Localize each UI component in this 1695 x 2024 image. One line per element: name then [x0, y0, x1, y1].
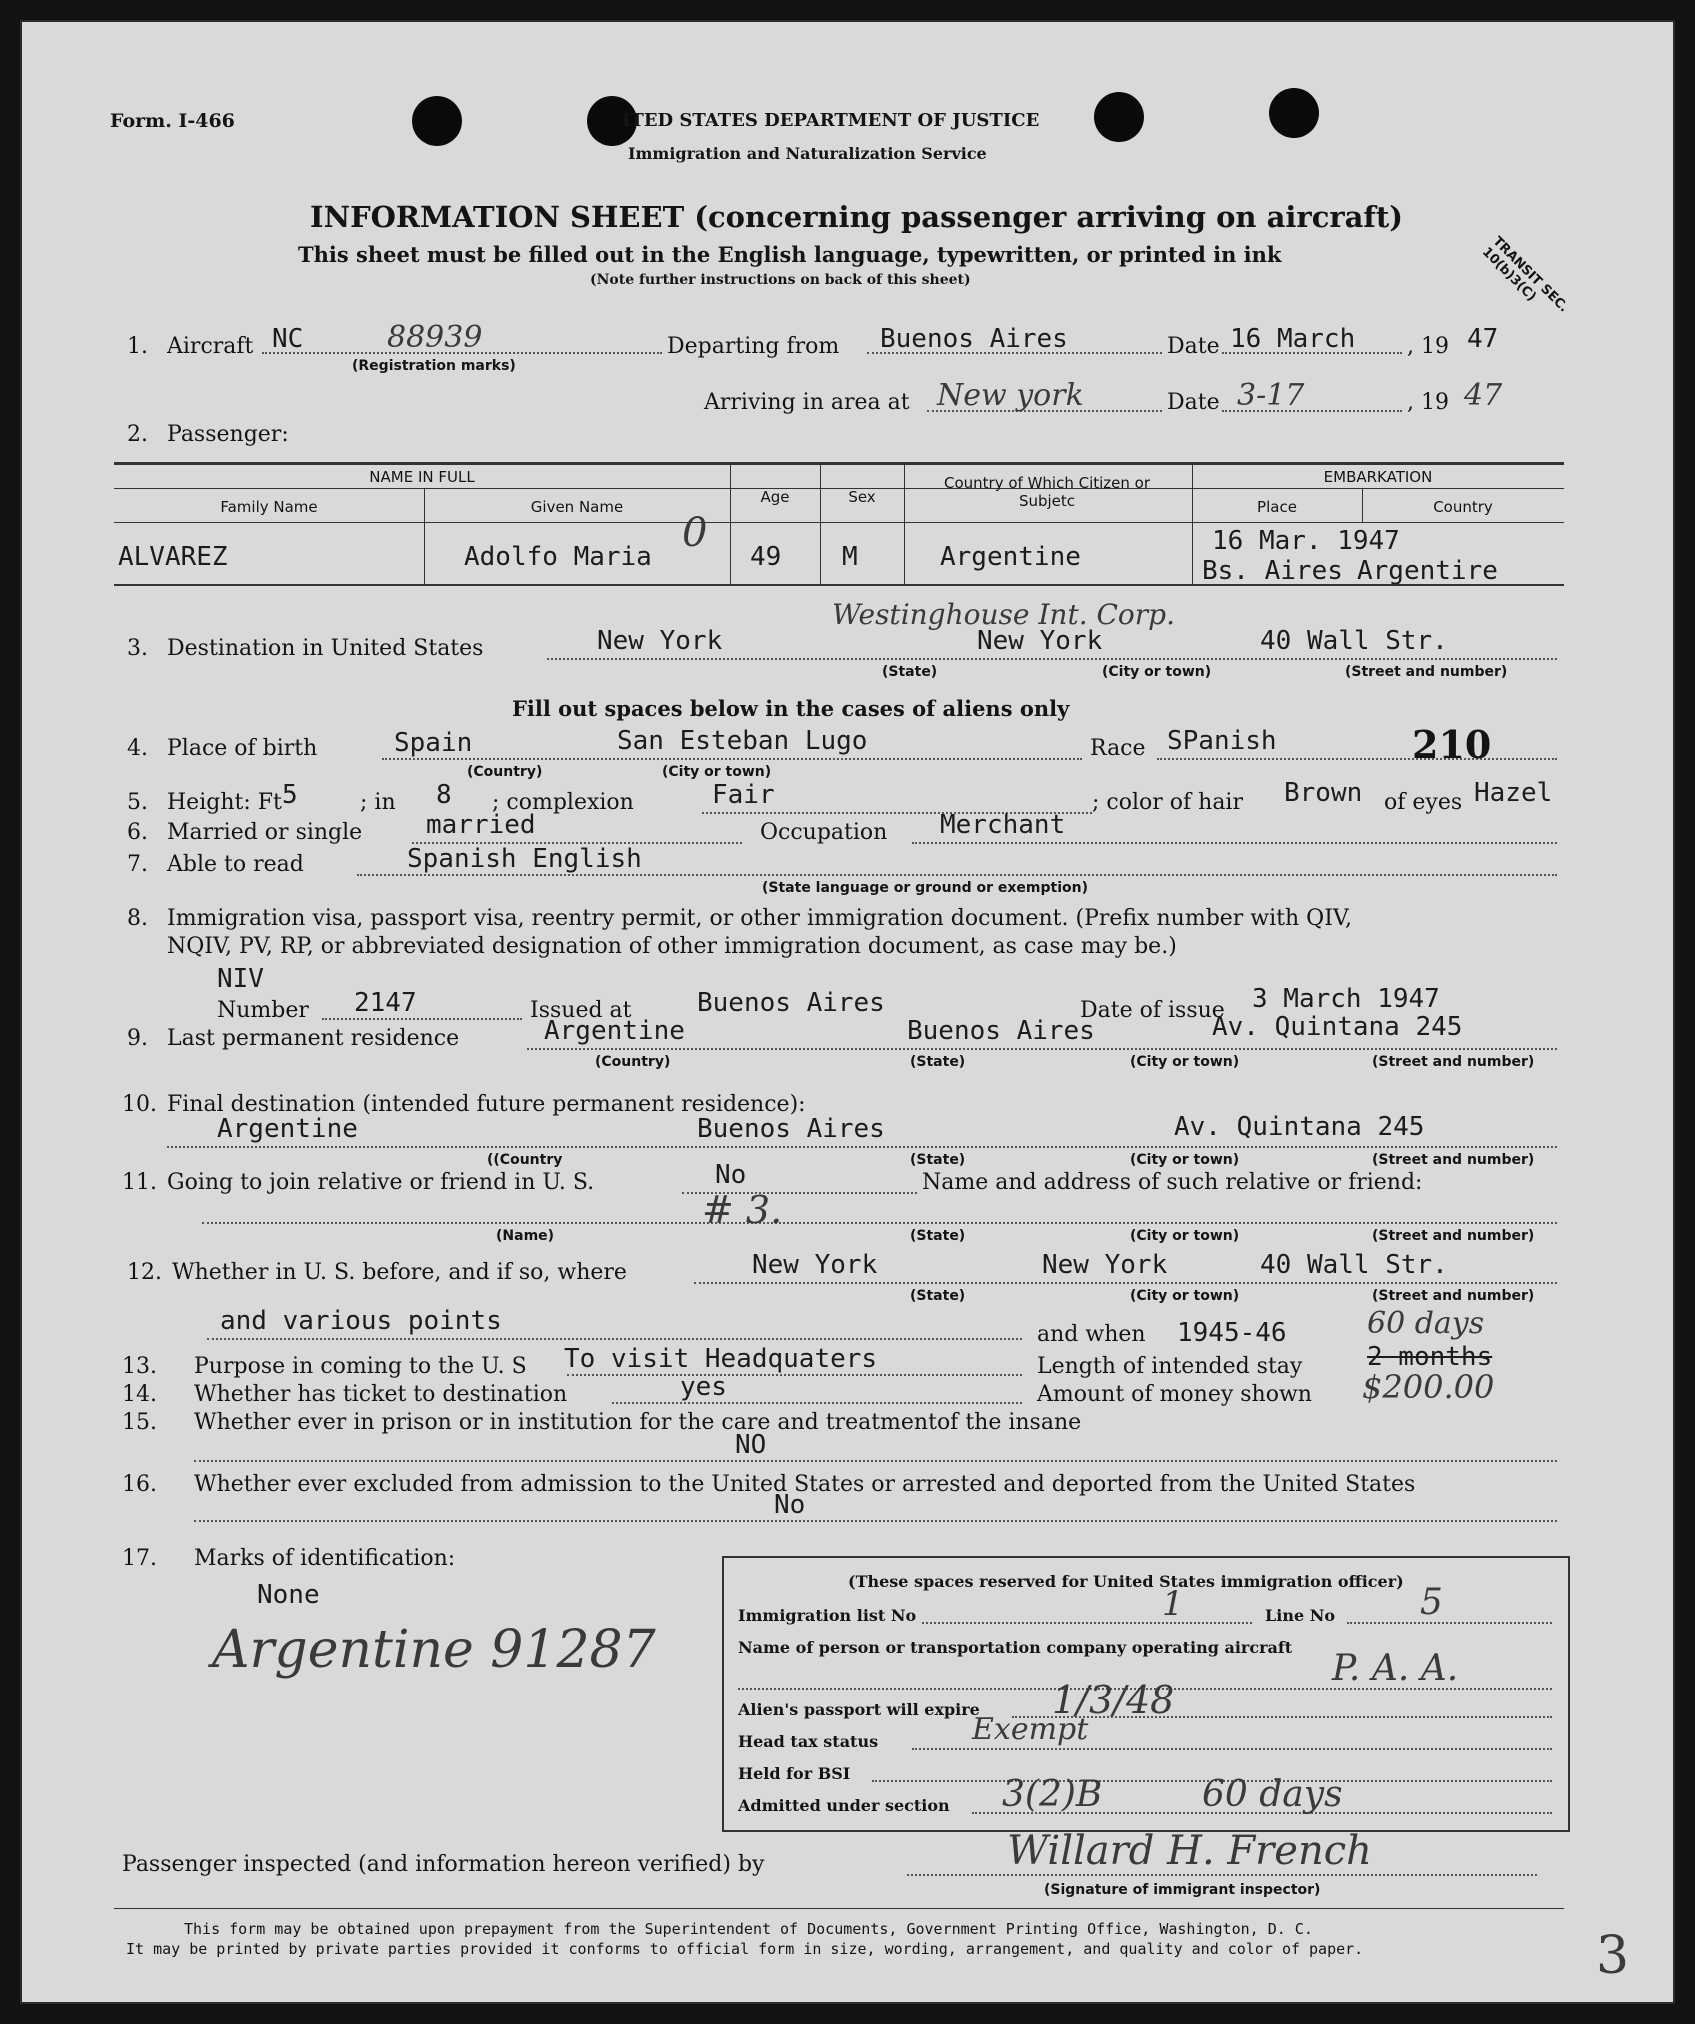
item-number: 13.: [122, 1354, 157, 1379]
footer-line1: This form may be obtained upon prepayment from the Superintendent of Documents, Government Printing Office, Washington, D. C.: [184, 1920, 1313, 1938]
item-number: 16.: [122, 1472, 157, 1497]
ticket-answer: yes: [680, 1372, 727, 1402]
relative-answer: No: [715, 1160, 747, 1190]
header-family-name: Family Name: [220, 498, 318, 516]
residence-street: Av. Quintana 245: [1212, 1012, 1463, 1042]
list-no-label: Immigration list No: [738, 1606, 917, 1625]
country-caption: ((Country: [487, 1152, 563, 1168]
birth-city: San Esteban Lugo: [617, 726, 868, 756]
before-label: Whether in U. S. before, and if so, where: [172, 1260, 627, 1285]
city-caption: (City or town): [1102, 664, 1212, 680]
money-label: Amount of money shown: [1037, 1382, 1312, 1407]
transit-stamp: TRANSIT SEC. 10(b)3(C): [1478, 233, 1571, 316]
year-prefix: , 19: [1407, 334, 1449, 359]
date-of-issue-label: Date of issue: [1080, 998, 1225, 1023]
street-caption: (Street and number): [1372, 1054, 1535, 1070]
street-caption: (Street and number): [1372, 1152, 1535, 1168]
prison-answer: NO: [735, 1430, 767, 1460]
destination-label: Destination in United States: [167, 636, 484, 661]
age: 49: [750, 542, 782, 572]
marks-label: Marks of identification:: [194, 1546, 456, 1571]
item-number: 15.: [122, 1410, 157, 1435]
bsi-label: Held for BSI: [738, 1764, 851, 1783]
read-label: Able to read: [167, 852, 304, 877]
visa-type: NIV: [217, 964, 264, 994]
arriving-label: Arriving in area at: [704, 390, 910, 415]
form-title: INFORMATION SHEET (concerning passenger arriving on aircraft): [310, 200, 1404, 234]
item-number: 1.: [127, 334, 148, 359]
item-number: 6.: [127, 820, 148, 845]
purpose-label: Purpose in coming to the U. S: [194, 1354, 527, 1379]
admitted-days: 60 days: [1202, 1774, 1343, 1815]
line-no-label: Line No: [1265, 1606, 1336, 1625]
punch-hole: [1269, 88, 1319, 138]
item-number: 14.: [122, 1382, 157, 1407]
header-citizen-country: Country of Which Citizen or Subjetc: [943, 474, 1151, 510]
eyes-label: of eyes: [1384, 790, 1463, 815]
departing-year: 47: [1467, 324, 1499, 354]
residence-country: Argentine: [544, 1016, 685, 1046]
footer-line2: It may be printed by private parties provided it conforms to official form in size, wording, arrangement, and quality and color of paper.: [126, 1940, 1364, 1958]
height-feet: 5: [282, 780, 298, 810]
stay-label: Length of intended stay: [1037, 1354, 1303, 1379]
arriving-at: New york: [937, 378, 1084, 413]
excluded-answer: No: [774, 1490, 806, 1520]
street-caption: (Street and number): [1345, 664, 1508, 680]
final-state: Buenos Aires: [697, 1114, 885, 1144]
marks-handwritten: Argentine 91287: [212, 1620, 656, 1680]
header-given-name: Given Name: [530, 498, 624, 516]
form-note: (Note further instructions on back of this sheet): [590, 272, 971, 288]
read-caption: (State language or ground or exemption): [762, 880, 1088, 896]
before-extra: and various points: [220, 1306, 502, 1336]
city-caption: (City or town): [662, 764, 772, 780]
before-state: New York: [752, 1250, 878, 1280]
item-number: 9.: [127, 1026, 148, 1051]
prison-label: Whether ever in prison or in institution for the care and treatmentof the insane: [194, 1410, 1082, 1435]
header-age: Age: [760, 488, 790, 506]
embarkation-date: 16 Mar. 1947: [1212, 526, 1400, 556]
complexion: Fair: [712, 780, 775, 810]
country-caption: (Country): [595, 1054, 671, 1070]
citizen-of: Argentine: [940, 542, 1081, 572]
list-no: 1: [1162, 1584, 1184, 1624]
section-label: Admitted under section: [738, 1796, 950, 1815]
visa-number-label: Number: [217, 998, 309, 1023]
destination-city: New York: [977, 626, 1103, 656]
birth-country: Spain: [394, 728, 473, 758]
aliens-heading: Fill out spaces below in the cases of aliens only: [512, 696, 1070, 721]
before-city: New York: [1042, 1250, 1168, 1280]
line-no: 5: [1420, 1582, 1443, 1623]
occupation-label: Occupation: [760, 820, 888, 845]
date-of-issue: 3 March 1947: [1252, 984, 1440, 1014]
signature-caption: (Signature of immigrant inspector): [1044, 1882, 1321, 1898]
item-number: 8.: [127, 906, 148, 931]
operator-label: Name of person or transportation company operating aircraft: [738, 1638, 1293, 1657]
final-destination-label: Final destination (intended future permanent residence):: [167, 1092, 806, 1117]
residence-label: Last permanent residence: [167, 1026, 460, 1051]
state-caption: (State): [882, 664, 938, 680]
passenger-label: Passenger:: [167, 422, 289, 447]
marital-label: Married or single: [167, 820, 363, 845]
arriving-date: 3-17: [1237, 378, 1305, 413]
inches-label: ; in: [360, 790, 396, 815]
information-sheet: [20, 20, 1675, 2004]
stay: 2 months: [1367, 1342, 1493, 1372]
aircraft-label: Aircraft: [167, 334, 254, 359]
ticket-label: Whether has ticket to destination: [194, 1382, 568, 1407]
service-name: Immigration and Naturalization Service: [628, 144, 987, 163]
departing-date: 16 March: [1230, 324, 1356, 354]
head-tax-label: Head tax status: [738, 1732, 879, 1751]
punch-hole: [1094, 92, 1144, 142]
departing-from: Buenos Aires: [880, 324, 1068, 354]
given-name: Adolfo Maria: [464, 542, 652, 572]
departing-label: Departing from: [667, 334, 840, 359]
page-number: 3: [1596, 1926, 1630, 1986]
purpose: To visit Headquaters: [564, 1344, 878, 1374]
header-embarkation: EMBARKATION: [1323, 468, 1433, 486]
header-name-in-full: NAME IN FULL: [369, 468, 475, 486]
destination-state: New York: [597, 626, 723, 656]
height-label: Height: Ft: [167, 790, 282, 815]
registration-caption: (Registration marks): [352, 358, 516, 374]
header-sex: Sex: [848, 488, 876, 506]
agency-name: ITED STATES DEPARTMENT OF JUSTICE: [622, 110, 1040, 131]
header-place: Place: [1257, 498, 1297, 516]
item-number: 10.: [122, 1092, 157, 1117]
item-number: 2.: [127, 422, 148, 447]
street-caption: (Street and number): [1372, 1288, 1535, 1304]
name-caption: (Name): [496, 1228, 555, 1244]
issued-at: Buenos Aires: [697, 988, 885, 1018]
stay-handwritten: 60 days: [1367, 1306, 1485, 1341]
eye-color: Hazel: [1474, 778, 1553, 808]
height-inches: 8: [436, 780, 452, 810]
aircraft-registration: 88939: [387, 320, 483, 355]
state-caption: (State): [910, 1288, 966, 1304]
aircraft-prefix: NC: [272, 324, 304, 354]
race-label: Race: [1090, 736, 1146, 761]
item-number: 17.: [122, 1546, 157, 1571]
birth-label: Place of birth: [167, 736, 318, 761]
relative-label: Going to join relative or friend in U. S.: [167, 1170, 595, 1195]
visa-text-line2: NQIV, PV, RP, or abbreviated designation of other immigration document, as case may be.): [167, 934, 1177, 959]
sex: M: [842, 542, 858, 572]
item-number: 5.: [127, 790, 148, 815]
inspector-signature: Willard H. French: [1007, 1828, 1372, 1874]
inspection-label: Passenger inspected (and information hereon verified) by: [122, 1852, 765, 1877]
item-number: 3.: [127, 636, 148, 661]
city-caption: (City or town): [1130, 1054, 1240, 1070]
visa-number: 2147: [354, 988, 417, 1018]
punch-hole: [412, 96, 462, 146]
destination-street: 40 Wall Str.: [1260, 626, 1448, 656]
city-caption: (City or town): [1130, 1152, 1240, 1168]
state-caption: (State): [910, 1152, 966, 1168]
country-caption: (Country): [467, 764, 543, 780]
destination-handwritten: Westinghouse Int. Corp.: [832, 598, 1175, 631]
final-country: Argentine: [217, 1114, 358, 1144]
complexion-label: ; complexion: [492, 790, 634, 815]
admitted-section: 3(2)B: [1002, 1774, 1103, 1815]
form-instruction: This sheet must be filled out in the English language, typewritten, or printed in ink: [298, 242, 1282, 267]
header-emb-country: Country: [1433, 498, 1493, 516]
given-name-mark: 0: [682, 510, 708, 556]
item-number: 7.: [127, 852, 148, 877]
excluded-label: Whether ever excluded from admission to the United States or arrested and deported from the United States: [194, 1472, 1416, 1497]
expire-label: Alien's passport will expire: [738, 1700, 980, 1719]
arriving-year: 47: [1464, 378, 1503, 413]
head-tax-status: Exempt: [972, 1712, 1089, 1747]
embarkation-country: Argentire: [1357, 556, 1498, 586]
marital-status: married: [426, 810, 536, 840]
visa-text-line1: Immigration visa, passport visa, reentry permit, or other immigration document. (Prefix number with QIV,: [167, 906, 1352, 931]
date-label: Date: [1167, 390, 1220, 415]
state-caption: (State): [910, 1054, 966, 1070]
issued-at-label: Issued at: [530, 998, 632, 1023]
when-label: and when: [1037, 1322, 1146, 1347]
relative-name-label: Name and address of such relative or friend:: [922, 1170, 1423, 1195]
operator: P. A. A.: [1332, 1648, 1459, 1689]
passport-expire: 1/3/48: [1052, 1678, 1175, 1722]
languages-read: Spanish English: [407, 844, 642, 874]
before-street: 40 Wall Str.: [1260, 1250, 1448, 1280]
before-when: 1945-46: [1177, 1318, 1287, 1348]
item-number: 12.: [127, 1260, 162, 1285]
hair-color: Brown: [1284, 778, 1363, 808]
race: SPanish: [1167, 726, 1277, 756]
occupation: Merchant: [940, 810, 1066, 840]
family-name: ALVAREZ: [118, 542, 228, 572]
hair-label: ; color of hair: [1092, 790, 1243, 815]
date-label: Date: [1167, 334, 1220, 359]
relative-handwritten: # 3.: [702, 1188, 783, 1232]
city-caption: (City or town): [1130, 1228, 1240, 1244]
marks-value: None: [257, 1580, 320, 1610]
state-caption: (State): [910, 1228, 966, 1244]
item-number: 11.: [122, 1170, 157, 1195]
race-code: 210: [1412, 722, 1492, 767]
embarkation-place: Bs. Aires: [1202, 556, 1343, 586]
street-caption: (Street and number): [1372, 1228, 1535, 1244]
money-shown: $200.00: [1362, 1368, 1495, 1406]
city-caption: (City or town): [1130, 1288, 1240, 1304]
final-street: Av. Quintana 245: [1174, 1112, 1425, 1142]
item-number: 4.: [127, 736, 148, 761]
form-number: Form. I-466: [110, 110, 235, 132]
officer-box-title: (These spaces reserved for United States immigration officer): [848, 1572, 1404, 1591]
year-prefix: , 19: [1407, 390, 1449, 415]
residence-city: Buenos Aires: [907, 1016, 1095, 1046]
